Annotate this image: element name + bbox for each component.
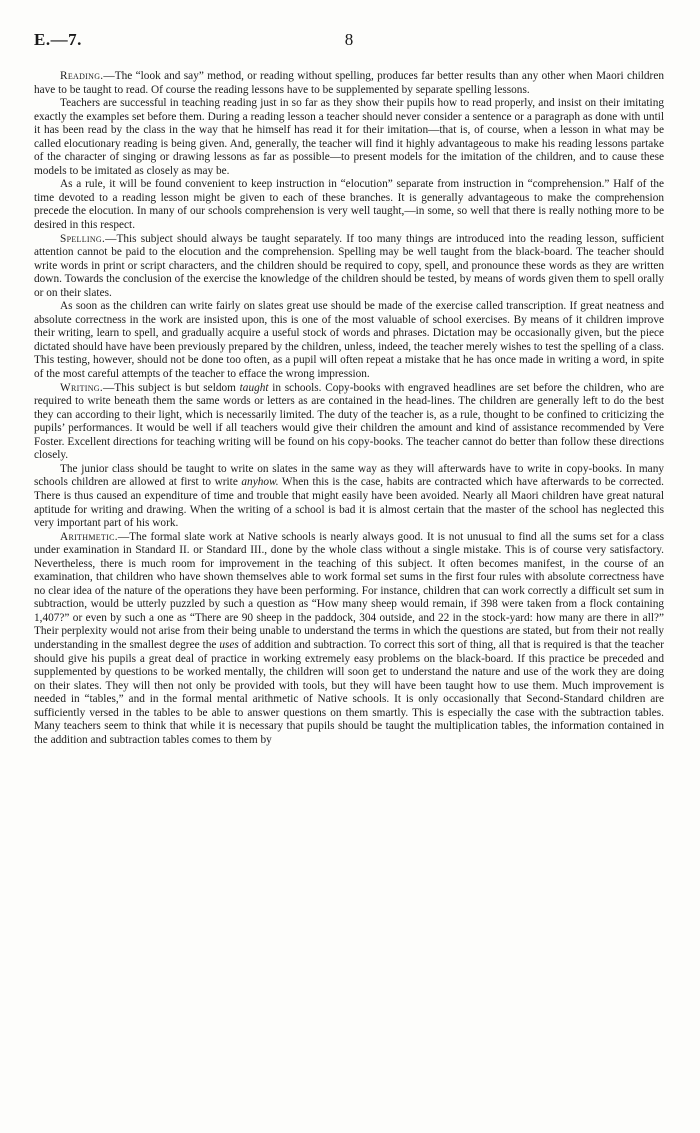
section-heading-spelling: Spelling.	[60, 232, 106, 245]
paragraph: As a rule, it will be found convenient to keep instruction in “elocution” separate from instruction in “comprehension.” Half of the time devoted to a reading lesson might be given to each of these branches. It is generally advantageous to make the comprehension precede the elocution. In many of our schools comprehension is very well taught,—in some, so well that there is really nothing more to be desired in this respect.	[34, 178, 664, 232]
section-heading-writing: Writing.	[60, 381, 103, 394]
section-heading-arithmetic: Arithmetic.	[60, 530, 118, 543]
paragraph-spelling-intro: Spelling.—This subject should always be taught separately. If too many things are introduced into the reading lesson, sufficient attention cannot be paid to the elocution and the comprehension. Spelling may be well taught from the black-board. The teacher should write words in print or script characters, and the children should be required to copy, spell, and pronounce these words as they are written down. Towards the conclusion of the exercise the knowledge of the children should be tested, by means of words given them to spell orally or on their slates.	[34, 232, 664, 299]
emphasis: uses	[219, 638, 239, 651]
emphasis: anyhow.	[241, 476, 279, 489]
paragraph-writing-intro: Writing.—This subject is but seldom taught in schools. Copy-books with engraved headlines are set before the children, who are required to write beneath them the same words or letters as are contained in the head-lines. The children are generally left to do the best they can according to their light, which is necessarily limited. The duty of the teacher is, as a rule, thought to be confined to criticizing the pupils’ performances. It would be well if all teachers would give their children the amount and kind of assistance recommended by Vere Foster. Excellent directions for teaching writing will be found on his copy-books. The teacher cannot do better than follow these directions closely.	[34, 381, 664, 462]
document-reference: E.—7.	[34, 30, 82, 49]
page-number: 8	[344, 30, 354, 49]
page-header	[34, 30, 664, 60]
paragraph: The junior class should be taught to write on slates in the same way as they will afterwards have to write in copy-books. In many schools children are allowed at first to write anyhow. When this is the case, habits are contracted which have afterwards to be corrected. There is thus caused an expenditure of time and trouble that might easily have been avoided. Nearly all Maori children have great natural aptitude for writing and drawing. When the writing of a school is bad it is almost certain that the master of the school has neglected this very important part of his work.	[34, 462, 664, 530]
paragraph-reading-intro: Reading.—The “look and say” method, or reading without spelling, produces far better results than any other when Maori children have to be taught to read. Of course the reading lessons have to be supplemented by separate spelling lessons.	[34, 70, 664, 96]
paragraph: Teachers are successful in teaching reading just in so far as they show their pupils how to read properly, and insist on their imitating exactly the examples set before them. During a reading lesson a teacher should never consider a sentence or a paragraph as done with until it has been read by the class in the way that he himself has read it for their imitation—that is, of course, when a lesson in what may be called elocutionary reading is being given. And, generally, the teacher will find it highly advantageous to make his reading lessons partake of the character of singing or drawing lessons as far as possible—to present models for the imitation of the children, and to cause these models to be imitated as closely as may be.	[34, 97, 664, 177]
section-heading-reading: Reading.	[60, 70, 104, 82]
body-text	[34, 70, 664, 747]
paragraph-arithmetic-intro: Arithmetic.—The formal slate work at Native schools is nearly always good. It is not unusual to find all the sums set for a class under examination in Standard II. or Standard III., done by the whole class without a single mistake. This is of course very satisfactory. Nevertheless, there is much room for improvement in the teaching of this subject. It often becomes manifest, in the course of an examination, that children who have shown themselves able to work formal set sums in the first four rules with absolute correctness have no clear idea of the nature of the operations they have been performing. For instance, children that can work correctly a difficult set sum in subtraction, would be utterly puzzled by such a question as “How many sheep would remain, if 398 were taken from a flock containing 1,407?” or even by such a one as “There are 90 sheep in the paddock, 304 outside, and 22 in the stock-yard: how many are there in all?” Their perplexity would not arise from their being unable to understand the terms in which the questions are stated, but from their not really understanding in the smallest degree the uses of addition and subtraction. To correct this sort of thing, all that is required is that the teacher should give his pupils a great deal of practice in working extremely easy problems on the black-board. If this practice be preceded and supplemented by questions to be worked mentally, the children will soon get to understand the nature and use of the work they are doing on their slates. They will then not only be provided with tools, but they will have been taught how to use them. Much improvement is needed in “tables,” and in the formal mental arithmetic of Native schools. It is only occasionally that Second-Standard children are sufficiently versed in the tables to be able to answer questions on them smartly. This is especially the case with the subtraction tables. Many teachers seem to think that while it is necessary that pupils should be taught the multiplication tables, the information contained in the addition and subtraction tables comes to them by	[34, 530, 664, 746]
paragraph: As soon as the children can write fairly on slates great use should be made of the exercise called transcription. If great neatness and absolute correctness in the work are insisted upon, this is one of the most valuable of school exercises. By means of it children improve their writing, learn to spell, and gradually acquire a useful stock of words and phrases. Dictation may be occasionally given, but the piece dictated should have have been previously prepared by the children, unless, indeed, the teacher merely wishes to test the spelling of a class. This testing, however, should not be done too often, as a pupil will often repeat a mistake that he has once made in writing a word, in spite of the most careful attempts of the teacher to efface the wrong impression.	[34, 300, 664, 381]
emphasis: taught	[239, 381, 269, 394]
